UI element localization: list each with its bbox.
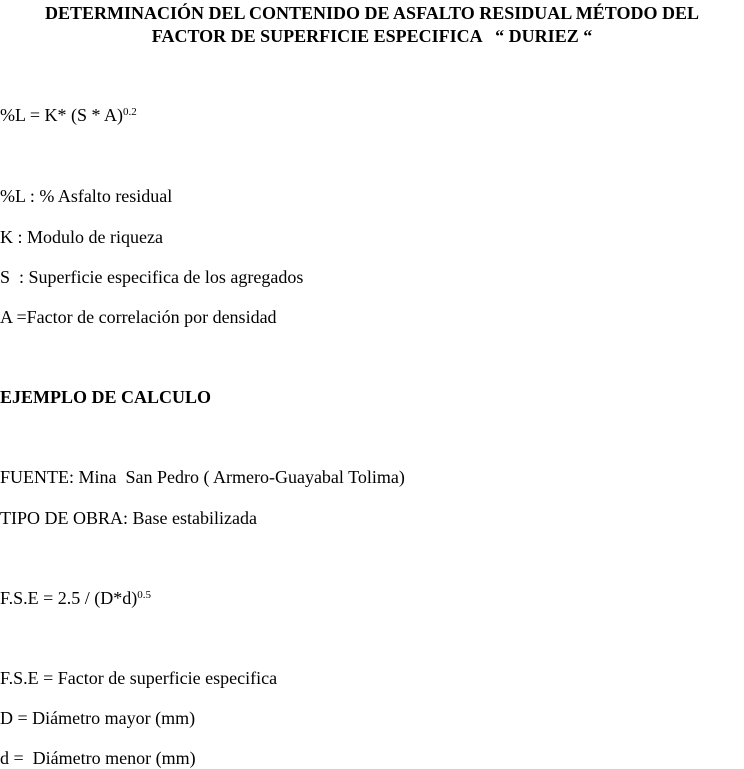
formula-exponent: 0.2 [122, 106, 137, 118]
document-title-line-1: DETERMINACIÓN DEL CONTENIDO DE ASFALTO RESIDUAL MÉTODO DEL [45, 3, 699, 23]
definition-k: K : Modulo de riqueza [0, 227, 163, 247]
formula-fse [0, 587, 151, 609]
example-heading: EJEMPLO DE CALCULO [0, 387, 212, 407]
work-type-line: TIPO DE OBRA: Base estabilizada [0, 508, 257, 528]
definition-d-minor: d = Diámetro menor (mm) [0, 748, 196, 768]
document-title-line-2: FACTOR DE SUPERFICIE ESPECIFICA “ DURIEZ “ [151, 26, 593, 46]
formula-base: %L = K* (S * A) [0, 105, 123, 125]
definition-a: A =Factor de correlación por densidad [0, 307, 277, 327]
source-line: FUENTE: Mina San Pedro ( Armero-Guayabal Tolima) [0, 467, 405, 487]
definition-fse: F.S.E = Factor de superficie especifica [0, 668, 278, 688]
formula-exponent: 0.5 [137, 589, 151, 601]
definition-s: S : Superficie especifica de los agregados [0, 267, 304, 287]
formula-residual-asphalt [0, 104, 137, 126]
definition-percent-l: %L : % Asfalto residual [0, 186, 173, 206]
definition-d-major: D = Diámetro mayor (mm) [0, 708, 196, 728]
formula-base: F.S.E = 2.5 / (D*d) [0, 588, 138, 608]
